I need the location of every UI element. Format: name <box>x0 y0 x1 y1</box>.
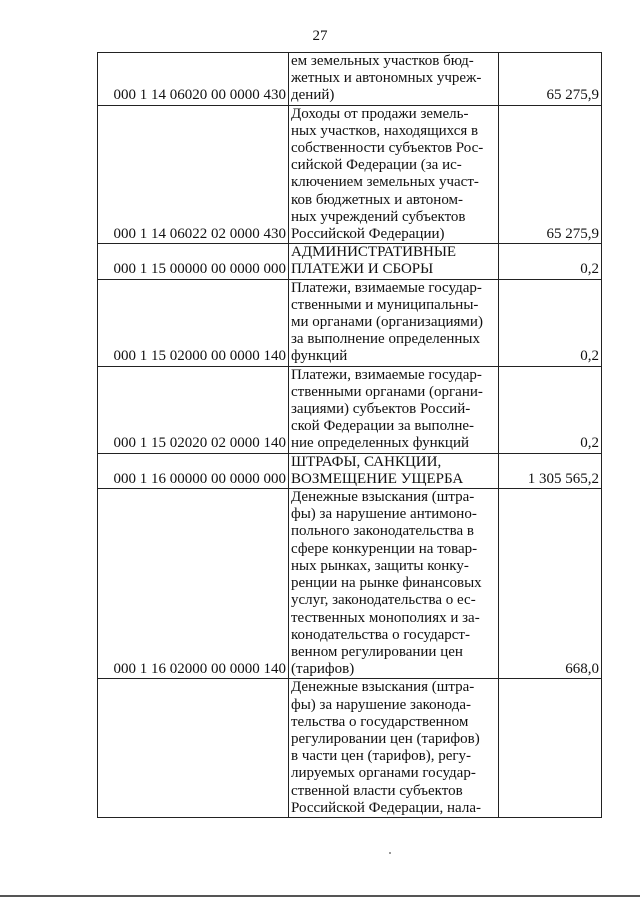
description-cell: Денежные взыскания (штра- фы) за нарушение антимоно- польного законодательства в сфере конкуренции на товар- ных рынках, защиты конку- ренции на рынке финансовых услуг, законодательства о ес- тественных монополиях и за- конодательства о государст- венном регулировании цен (тарифов) <box>289 489 499 679</box>
description-cell: ШТРАФЫ, САНКЦИИ, ВОЗМЕЩЕНИЕ УЩЕРБА <box>289 453 499 488</box>
budget-code-cell: 000 1 15 02000 00 0000 140 <box>98 279 289 366</box>
budget-revenue-table <box>97 52 602 818</box>
table-row <box>98 489 602 679</box>
budget-code-cell: 000 1 16 02000 00 0000 140 <box>98 489 289 679</box>
description-cell: Денежные взыскания (штра- фы) за нарушение законода- тельства о государственном регулировании цен (тарифов) в части цен (тарифов), регу- лируемых органами государ- ственной власти субъектов Российской Федерации, нала- <box>289 679 499 818</box>
budget-code-cell: 000 1 14 06020 00 0000 430 <box>98 53 289 106</box>
description-cell: ем земельных участков бюд- жетных и автономных учреж- дений) <box>289 53 499 106</box>
table-row <box>98 453 602 488</box>
table-row <box>98 366 602 453</box>
amount-cell: 65 275,9 <box>499 105 602 244</box>
amount-cell: 668,0 <box>499 489 602 679</box>
amount-cell <box>499 679 602 818</box>
amount-cell: 0,2 <box>499 244 602 279</box>
table-row <box>98 679 602 818</box>
table-row <box>98 244 602 279</box>
budget-code-cell: 000 1 15 02020 02 0000 140 <box>98 366 289 453</box>
budget-code-cell: 000 1 16 00000 00 0000 000 <box>98 453 289 488</box>
description-cell: Доходы от продажи земель- ных участков, находящихся в собственности субъектов Рос- сийской Федерации (за ис- ключением земельных участ- ков бюджетных и автоном- ных учреждений субъектов Российской Федерации) <box>289 105 499 244</box>
table-row <box>98 279 602 366</box>
page-bottom-edge <box>0 895 640 897</box>
budget-code-cell <box>98 679 289 818</box>
amount-cell: 0,2 <box>499 279 602 366</box>
table-row <box>98 105 602 244</box>
description-cell: АДМИНИСТРАТИВНЫЕ ПЛАТЕЖИ И СБОРЫ <box>289 244 499 279</box>
table-row <box>98 53 602 106</box>
scan-speck <box>389 852 391 854</box>
amount-cell: 65 275,9 <box>499 53 602 106</box>
description-cell: Платежи, взимаемые государ- ственными и муниципальны- ми органами (организациями) за выполнение определенных функций <box>289 279 499 366</box>
description-cell: Платежи, взимаемые государ- ственными органами (органи- зациями) субъектов Россий- ской Федерации за выполне- ние определенных функций <box>289 366 499 453</box>
budget-code-cell: 000 1 15 00000 00 0000 000 <box>98 244 289 279</box>
amount-cell: 1 305 565,2 <box>499 453 602 488</box>
amount-cell: 0,2 <box>499 366 602 453</box>
budget-code-cell: 000 1 14 06022 02 0000 430 <box>98 105 289 244</box>
page-number: 27 <box>312 28 328 44</box>
